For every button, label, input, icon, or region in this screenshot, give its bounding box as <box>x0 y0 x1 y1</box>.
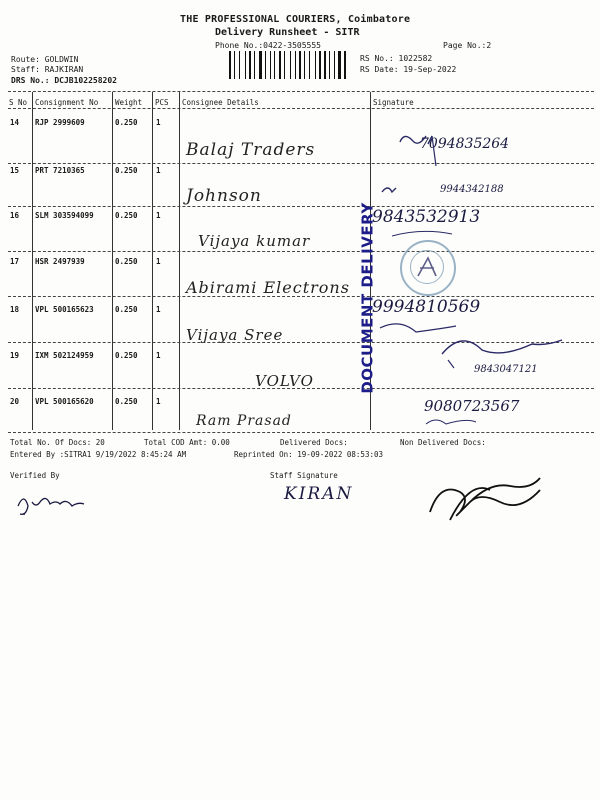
col-weight: Weight <box>115 98 143 107</box>
consignee-handwritten: Balaj Traders <box>186 140 316 160</box>
row-sno: 17 <box>10 257 20 266</box>
row-sno: 14 <box>10 118 20 127</box>
document-delivery-stamp <box>342 202 382 394</box>
col-divider <box>32 92 33 430</box>
row-weight: 0.250 <box>115 351 138 360</box>
row-consignment: HSR 2497939 <box>35 257 85 266</box>
phone-number: Phone No.:0422-3505555 <box>215 41 321 50</box>
consignee-handwritten: Ram Prasad <box>196 413 292 429</box>
company-name: THE PROFESSIONAL COURIERS, Coimbatore <box>180 14 411 25</box>
consignee-handwritten: Abirami Electrons <box>186 278 350 297</box>
row-consignment: PRT 7210365 <box>35 166 85 175</box>
stamp-text: DOCUMENT DELIVERY <box>358 202 377 394</box>
delivered-docs: Delivered Docs: <box>280 438 348 447</box>
barcode <box>229 51 353 79</box>
table-head-rule <box>8 108 594 109</box>
row-consignment: RJP 2999609 <box>35 118 85 127</box>
row-pcs: 1 <box>156 166 161 175</box>
row-sno: 16 <box>10 211 20 220</box>
phone-signature: 9843532913 <box>372 207 481 227</box>
col-signature: Signature <box>373 98 414 107</box>
large-signature <box>410 462 560 532</box>
consignee-handwritten: VOLVO <box>255 372 314 390</box>
staff: Staff: RAJKIRAN <box>11 65 84 74</box>
consignee-handwritten: Vijaya kumar <box>198 232 311 250</box>
row-pcs: 1 <box>156 351 161 360</box>
phone-signature: 7094835264 <box>420 136 510 152</box>
staff-signature: KIRAN <box>284 484 354 504</box>
row-weight: 0.250 <box>115 397 138 406</box>
row-consignment: VPL 500165620 <box>35 397 94 406</box>
row-sno: 18 <box>10 305 20 314</box>
route: Route: GOLDWIN <box>11 55 79 64</box>
row-sno: 15 <box>10 166 20 175</box>
document-title: Delivery Runsheet - SITR <box>215 27 360 38</box>
row-pcs: 1 <box>156 257 161 266</box>
staff-signature-label: Staff Signature <box>270 471 338 480</box>
entered-by: Entered By :SITRA1 9/19/2022 8:45:24 AM <box>10 450 187 459</box>
seal-mark <box>414 254 440 280</box>
row-pcs: 1 <box>156 211 161 220</box>
row-consignment: IXM 502124959 <box>35 351 94 360</box>
col-divider <box>179 92 180 430</box>
table-top-rule <box>8 91 594 92</box>
row-weight: 0.250 <box>115 118 138 127</box>
round-seal <box>400 240 456 296</box>
verified-by-label: Verified By <box>10 471 60 480</box>
total-cod: Total COD Amt: 0.00 <box>144 438 230 447</box>
col-consignee: Consignee Details <box>182 98 259 107</box>
row-pcs: 1 <box>156 305 161 314</box>
row-weight: 0.250 <box>115 305 138 314</box>
row-pcs: 1 <box>156 118 161 127</box>
row-pcs: 1 <box>156 397 161 406</box>
drs-number: DRS No.: DCJB102258202 <box>11 76 117 85</box>
row-sno: 19 <box>10 351 20 360</box>
non-delivered-docs: Non Delivered Docs: <box>400 438 486 447</box>
row-consignment: VPL 500165623 <box>35 305 94 314</box>
phone-signature: 9843047121 <box>474 364 538 375</box>
reprinted-on: Reprinted On: 19-09-2022 08:53:03 <box>234 450 384 459</box>
verifier-signature <box>10 484 120 524</box>
row-consignment: SLM 303594099 <box>35 211 94 220</box>
total-docs: Total No. Of Docs: 20 <box>10 438 105 447</box>
consignee-handwritten: Vijaya Sree <box>186 326 284 344</box>
phone-signature: 9994810569 <box>372 297 481 317</box>
row-sno: 20 <box>10 397 20 406</box>
col-consignment: Consignment No <box>35 98 99 107</box>
col-divider <box>152 92 153 430</box>
row-weight: 0.250 <box>115 166 138 175</box>
rs-number: RS No.: 1022582 <box>360 54 433 63</box>
page-number: Page No.:2 <box>443 41 492 50</box>
phone-signature: 9080723567 <box>424 397 520 415</box>
col-pcs: PCS <box>155 98 169 107</box>
rs-date: RS Date: 19-Sep-2022 <box>360 65 457 74</box>
col-sno: S No <box>9 98 28 107</box>
consignee-handwritten: Johnson <box>186 186 262 206</box>
row-weight: 0.250 <box>115 211 138 220</box>
phone-signature: 9944342188 <box>440 184 504 195</box>
row-weight: 0.250 <box>115 257 138 266</box>
col-divider <box>112 92 113 430</box>
